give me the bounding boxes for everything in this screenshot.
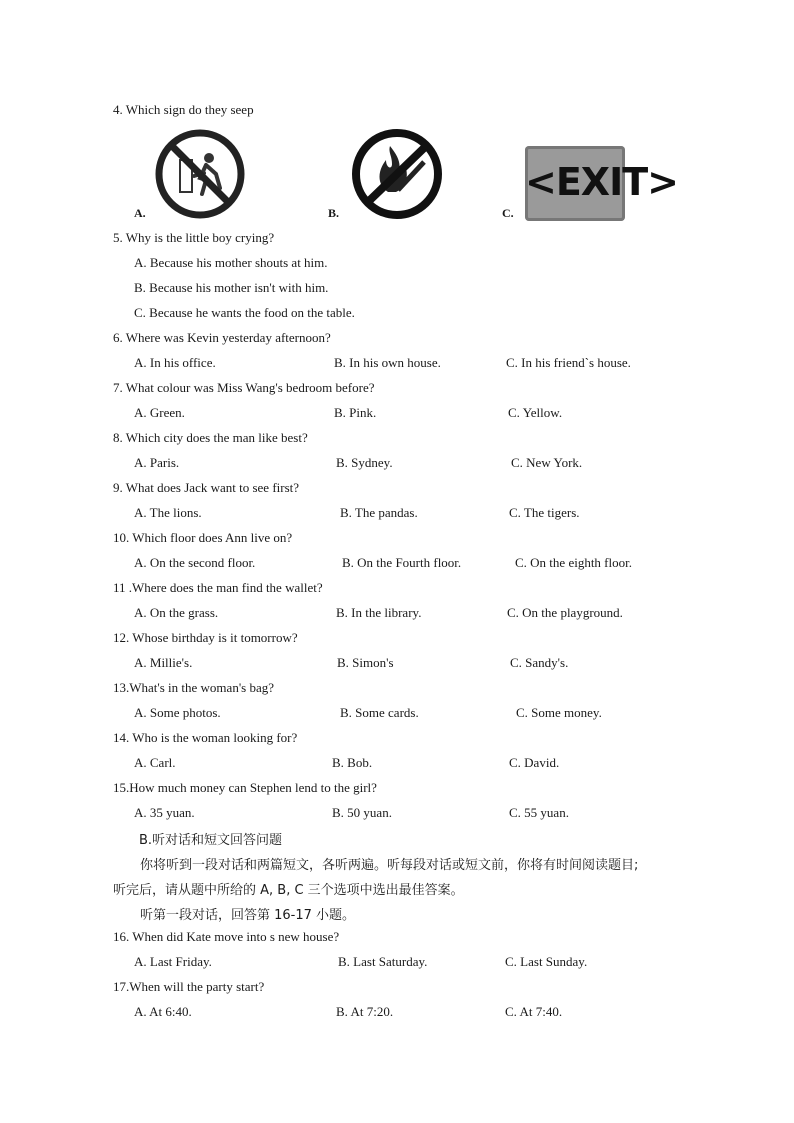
q12-option-a: A. Millie's. [134,655,193,670]
q16-option-b: B. Last Saturday. [338,954,428,969]
q10-option-c: C. On the eighth floor. [515,555,632,570]
q14-option-c: C. David. [509,755,560,770]
question-9: 9. What does Jack want to see first? [113,480,300,495]
q17-option-b: B. At 7:20. [336,1004,394,1019]
section-b-instructions-line2: 听完后，请从题中所给的 A, B, C 三个选项中选出最佳答案。 [113,883,464,898]
q12-option-b: B. Simon's [337,655,394,670]
q10-option-b: B. On the Fourth floor. [342,555,462,570]
q9-option-a: A. The lions. [134,505,202,520]
q12-option-c: C. Sandy's. [510,655,569,670]
q14-option-b: B. Bob. [332,755,373,770]
question-13: 13.What's in the woman's bag? [113,680,275,695]
question-6: 6. Where was Kevin yesterday afternoon? [113,330,331,345]
question-14: 14. Who is the woman looking for? [113,730,298,745]
question-11: 11 .Where does the man find the wallet? [113,580,323,595]
q6-option-a: A. In his office. [134,355,216,370]
q16-option-a: A. Last Friday. [134,954,212,969]
q15-option-b: B. 50 yuan. [332,805,392,820]
q9-option-b: B. The pandas. [340,505,418,520]
q11-option-a: A. On the grass. [134,605,219,620]
no-fire-icon [350,128,444,220]
q7-option-a: A. Green. [134,405,185,420]
q8-option-a: A. Paris. [134,455,180,470]
question-17: 17.When will the party start? [113,979,265,994]
exit-sign-text: <EXIT> [525,160,678,204]
section-b-instructions-line1: 你将听到一段对话和两篇短文，各听两遍。听每段对话或短文前，你将有时间阅读题目; [140,858,639,873]
q7-option-b: B. Pink. [334,405,377,420]
question-5: 5. Why is the little boy crying? [113,230,275,245]
q17-option-a: A. At 6:40. [134,1004,192,1019]
q6-option-b: B. In his own house. [334,355,441,370]
q13-option-a: A. Some photos. [134,705,221,720]
q15-option-c: C. 55 yuan. [509,805,569,820]
q14-option-a: A. Carl. [134,755,176,770]
q8-option-c: C. New York. [511,455,583,470]
q10-option-a: A. On the second floor. [134,555,256,570]
question-15: 15.How much money can Stephen lend to the girl? [113,780,377,795]
q5-option-a: A. Because his mother shouts at him. [134,255,328,270]
q5-option-b: B. Because his mother isn't with him. [134,280,329,295]
section-b-subheading: 听第一段对话，回答第 16-17 小题。 [140,908,356,923]
sign-a-label: A. [134,206,146,220]
question-12: 12. Whose birthday is it tomorrow? [113,630,298,645]
q11-option-b: B. In the library. [336,605,422,620]
exit-sign-icon [525,146,678,221]
q6-option-c: C. In his friend`s house. [506,355,631,370]
sign-c-label: C. [502,206,514,220]
question-4: 4. Which sign do they seep [113,102,254,117]
question-10: 10. Which floor does Ann live on? [113,530,293,545]
q16-option-c: C. Last Sunday. [505,954,588,969]
section-b-heading: B.听对话和短文回答问题 [139,833,283,848]
q5-option-c: C. Because he wants the food on the table. [134,305,355,320]
q7-option-c: C. Yellow. [508,405,563,420]
q17-option-c: C. At 7:40. [505,1004,563,1019]
question-16: 16. When did Kate move into s new house? [113,929,340,944]
q13-option-b: B. Some cards. [340,705,419,720]
question-7: 7. What colour was Miss Wang's bedroom before? [113,380,375,395]
question-8: 8. Which city does the man like best? [113,430,308,445]
q9-option-c: C. The tigers. [509,505,580,520]
q13-option-c: C. Some money. [516,705,602,720]
q15-option-a: A. 35 yuan. [134,805,195,820]
sign-b-label: B. [328,206,340,220]
no-entry-person-icon [154,128,246,220]
q11-option-c: C. On the playground. [507,605,623,620]
q8-option-b: B. Sydney. [336,455,393,470]
